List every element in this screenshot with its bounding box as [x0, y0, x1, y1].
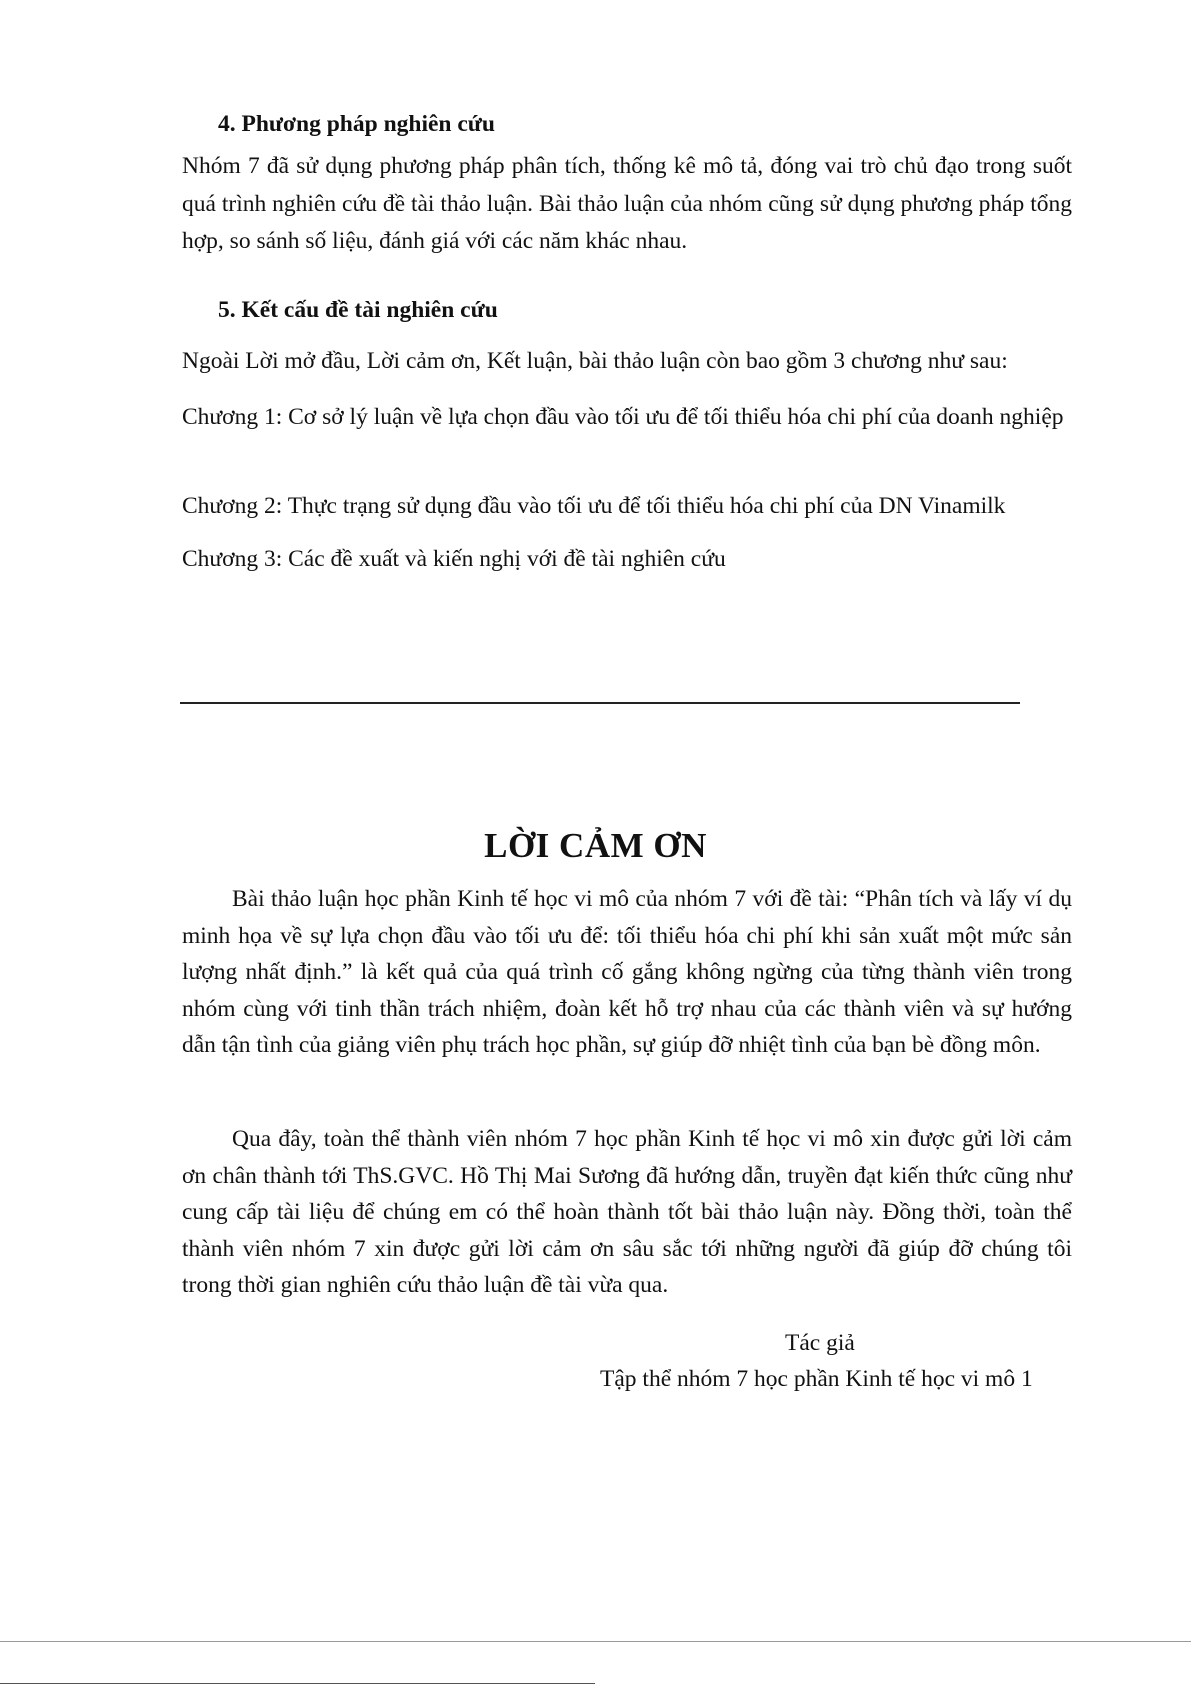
signature-label: Tác giả [785, 1330, 855, 1356]
signature-name: Tập thể nhóm 7 học phần Kinh tế học vi mô 1 [600, 1366, 1033, 1392]
section-5-intro: Ngoài Lời mở đầu, Lời cảm ơn, Kết luận, bài thảo luận còn bao gồm 3 chương như sau: [182, 348, 1008, 374]
section-4-body: Nhóm 7 đã sử dụng phương pháp phân tích, thống kê mô tả, đóng vai trò chủ đạo trong suốt quá trình nghiên cứu đề tài thảo luận. Bài thảo luận của nhóm cũng sử dụng phương pháp tổng hợp, so sánh số liệu, đánh giá với các năm khác nhau. [182, 153, 1072, 254]
chapter-2: Chương 2: Thực trạng sử dụng đầu vào tối ưu để tối thiểu hóa chi phí của DN Vinamilk [182, 493, 1006, 519]
section-4-heading: 4. Phương pháp nghiên cứu [218, 111, 495, 137]
section-5-heading: 5. Kết cấu đề tài nghiên cứu [218, 297, 498, 323]
page-title: LỜI CẢM ƠN [484, 826, 707, 865]
chapter-1: Chương 1: Cơ sở lý luận về lựa chọn đầu vào tối ưu để tối thiểu hóa chi phí của doanh nghiệp [182, 404, 1064, 430]
footer-divider [0, 1641, 1191, 1642]
acknowledgement-paragraph-1: Bài thảo luận học phần Kinh tế học vi mô của nhóm 7 với đề tài: “Phân tích và lấy ví dụ minh họa về sự lựa chọn đầu vào tối ưu để: tối thiểu hóa chi phí khi sản xuất một mức sản lượng nhất định.” là kết quả của quá trình cố gắng không ngừng của từng thành viên trong nhóm cùng với tinh thần trách nhiệm, đoàn kết hỗ trợ nhau của các thành viên và sự hướng dẫn tận tình của giảng viên phụ trách học phần, sự giúp đỡ nhiệt tình của bạn bè đồng môn. [182, 886, 1072, 1059]
acknowledgement-paragraph-2: Qua đây, toàn thể thành viên nhóm 7 học phần Kinh tế học vi mô xin được gửi lời cảm ơn chân thành tới ThS.GVC. Hồ Thị Mai Sương đã hướng dẫn, truyền đạt kiến thức cũng như cung cấp tài liệu để chúng em có thể hoàn thành tốt bài thảo luận này. Đồng thời, toàn thể thành viên nhóm 7 xin được gửi lời cảm ơn sâu sắc tới những người đã giúp đỡ chúng tôi trong thời gian nghiên cứu thảo luận đề tài vừa qua. [182, 1126, 1072, 1299]
chapter-3: Chương 3: Các đề xuất và kiến nghị với đề tài nghiên cứu [182, 546, 726, 572]
section-divider [180, 702, 1020, 704]
footnote-separator [0, 1683, 595, 1684]
